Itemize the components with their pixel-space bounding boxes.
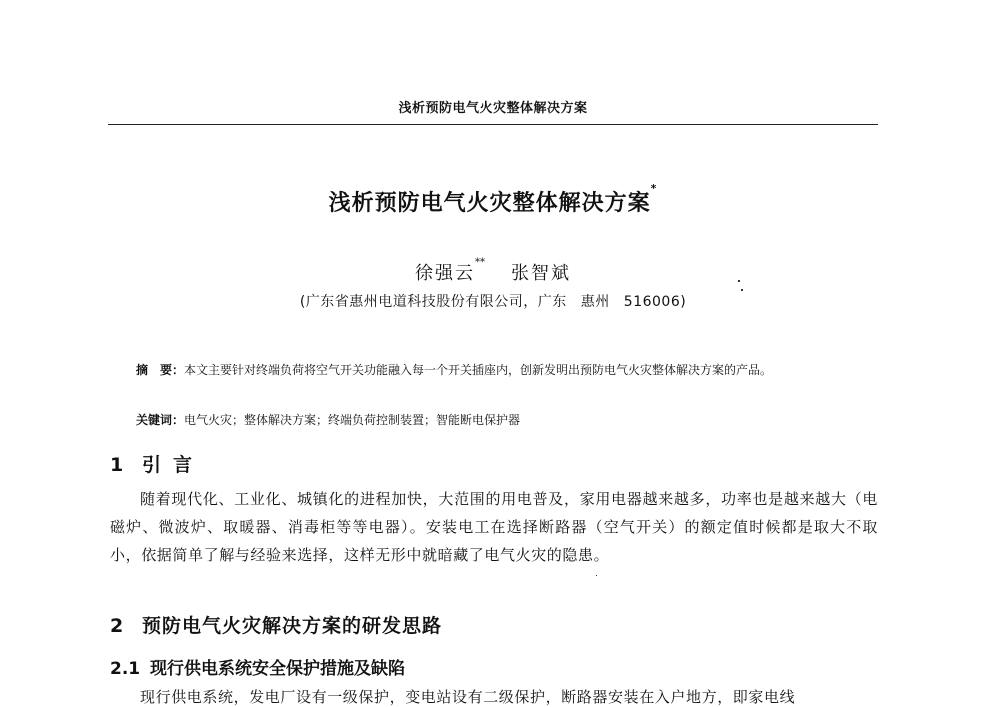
section-heading-intro <box>110 450 878 477</box>
title-footnote-mark: * <box>650 182 658 195</box>
cut-off-text-line: 现行供电系统，发电厂设有一级保护，变电站设有二级保护，断路器安装在入户地方，即家电线 <box>140 688 796 706</box>
subsection-number: 2.1 <box>110 659 141 679</box>
author-footnote-mark: ** <box>475 257 485 268</box>
abstract-text: 本文主要针对终端负荷将空气开关功能融入每一个开关插座内，创新发明出预防电气火灾整体解决方案的产品。 <box>184 363 773 377</box>
scan-speck <box>741 289 743 291</box>
affiliation-org: (广东省惠州电道科技股份有限公司，广东 <box>299 294 567 310</box>
section-heading-method <box>110 611 878 638</box>
scan-speck <box>596 575 597 576</box>
subsection-title: 现行供电系统安全保护措施及缺陷 <box>150 659 405 679</box>
section-number: 1 <box>110 454 124 476</box>
intro-paragraph: 随着现代化、工业化、城镇化的进程加快，大范围的用电普及，家用电器越来越多，功率也是越来越大（电磁炉、微波炉、取暖器、消毒柜等等电器）。安装电工在选择断路器（空气开关）的额定值时候都是取大不取小，依据简单了解与经验来选择，这样无形中就暗藏了电气火灾的隐患。 <box>110 490 878 564</box>
section-number: 2 <box>110 615 125 637</box>
authors <box>108 259 878 285</box>
section-title: 预防电气火灾解决方案的研发思路 <box>142 615 443 637</box>
paper-title-text: 浅析预防电气火灾整体解决方案 <box>328 191 651 216</box>
abstract-label: 摘 要： <box>136 363 185 377</box>
affiliation <box>108 291 878 311</box>
section-title: 引言 <box>142 454 205 476</box>
header-rule <box>108 124 878 125</box>
affiliation-postcode: 516006) <box>623 294 687 310</box>
author-first: 徐强云 <box>415 263 475 284</box>
subsection-heading <box>110 654 878 679</box>
keywords-label: 关键词： <box>136 413 185 427</box>
running-header: 浅析预防电气火灾整体解决方案 <box>398 101 588 116</box>
paper-title <box>108 182 878 217</box>
affiliation-city: 惠州 <box>580 294 610 310</box>
scan-speck <box>738 280 740 282</box>
author-second: 张智斌 <box>511 263 571 284</box>
keywords <box>136 411 878 429</box>
keywords-text: 电气火灾；整体解决方案；终端负荷控制装置；智能断电保护器 <box>184 413 521 427</box>
abstract <box>110 360 878 381</box>
